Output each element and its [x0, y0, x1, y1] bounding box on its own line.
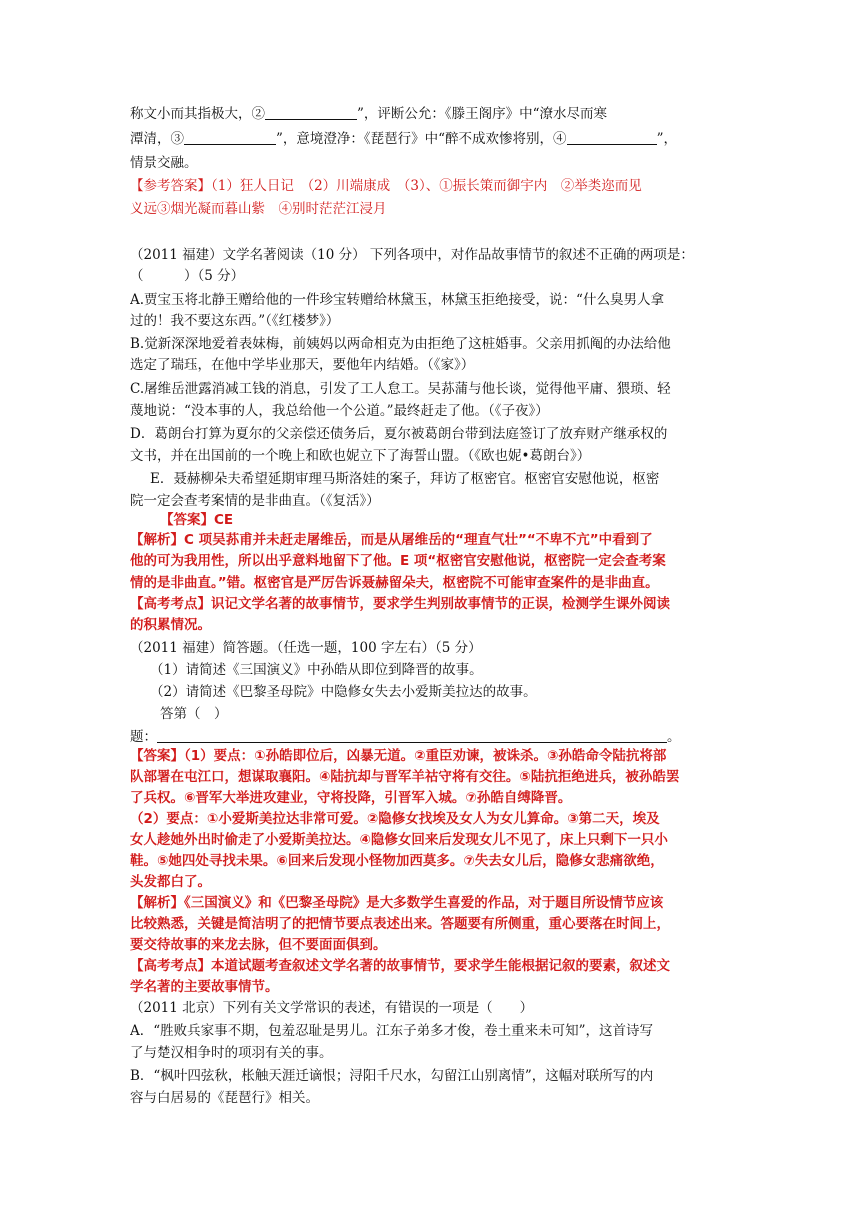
s2-answer: 【答案】CE: [160, 512, 234, 528]
s1-line-1: [130, 104, 730, 124]
s3-sub-1: （1）请简述《三国演义》中孙皓从即位到降晋的故事。: [150, 662, 483, 678]
s4-option-a-1: A．“胜败兵家事不期，包羞忍耻是男儿。江东子弟多才俊，卷土重来未可知”，这首诗写: [130, 1023, 654, 1039]
s1-line-3: 情景交融。: [130, 155, 198, 171]
s2-option-a-1: A.贾宝玉将北静王赠给他的一件珍宝转赠给林黛玉，林黛玉拒绝接受，说：“什么臭男人拿: [130, 292, 664, 308]
text: 潭清，③: [130, 131, 184, 147]
text: 。: [667, 729, 681, 745]
s3-answer-3: 了兵权。⑥晋军大举进攻建业，守将投降，引晋军入城。⑦孙皓自缚降晋。: [130, 790, 572, 806]
s3-answer-7: 头发都白了。: [130, 874, 211, 890]
s1-line-2: [130, 129, 730, 149]
s3-exam-point-2: 学名著的主要故事情节。: [130, 979, 279, 995]
s2-exam-point-1: 【高考考点】识记文学名著的故事情节，要求学生判别故事情节的正误，检测学生课外阅读: [130, 596, 670, 612]
s2-option-d-2: 文书，并在出国前的一个晚上和欧也妮立下了海誓山盟。（《欧也妮•葛朗台》）: [130, 448, 591, 464]
s2-option-b-1: B.觉新深深地爱着表妹梅，前姨妈以两命相克为由拒绝了这桩婚事。父亲用抓阄的办法给他: [130, 336, 671, 352]
s2-option-e-2: 院一定会查考案情的是非曲直。（《复活》）: [130, 493, 380, 509]
s4-option-a-2: 了与楚汉相争时的项羽有关的事。: [130, 1045, 333, 1061]
s4-option-b-2: 容与白居易的《琵琶行》相关。: [130, 1090, 319, 1106]
text: 称文小而其指极大，②: [130, 106, 265, 122]
s3-answer-2: 队部署在屯江口，想谋取襄阳。④陆抗却与晋军羊祜守将有交往。⑤陆抗拒绝进兵，被孙皓罢: [130, 769, 680, 785]
s2-exam-point-2: 的积累情况。: [130, 617, 211, 633]
fill-blank-3: [184, 130, 276, 145]
text: ”，评断公允：《滕王阁序》中“潦水尽而寒: [357, 106, 608, 122]
s3-answer-1: 【答案】（1）要点：①孙皓即位后，凶暴无道。②重臣劝谏，被诛杀。③孙皓命令陆抗将部: [130, 748, 667, 764]
s1-answer-1: 【参考答案】（1）狂人日记 （2）川端康成 （3）、①振长策而御宇内 ②举类迩而见: [130, 178, 642, 194]
s2-option-c-2: 蔑地说：“没本事的人，我总给他一个公道。”最终赶走了他。（《子夜》）: [130, 403, 549, 419]
s4-option-b-1: B．“枫叶四弦秋，枨触天涯迁谪恨；浔阳千尺水，勾留江山别离情”，这幅对联所写的内: [130, 1068, 654, 1084]
s3-analysis-1: 【解析】《三国演义》和《巴黎圣母院》是大多数学生喜爱的作品，对于题目所设情节应该: [130, 895, 664, 911]
text: ”，意境澄净：《琵琶行》中“醉不成欢惨将别，④: [276, 131, 567, 147]
s3-exam-point-1: 【高考考点】本道试题考查叙述文学名著的故事情节，要求学生能根据记叙的要素，叙述文: [130, 958, 670, 974]
text: 题：: [130, 729, 157, 745]
s2-analysis-1: 【解析】C 项吴荪甫并未赶走屠维岳，而是从屠维岳的“理直气壮”“不卑不亢”中看到了: [130, 532, 653, 548]
answer-blank: [157, 728, 667, 743]
s2-option-c-1: C.屠维岳泄露消减工钱的消息，引发了工人怠工。吴荪蒲与他长谈，觉得他平庸、猥琐、轻: [130, 381, 671, 397]
s3-analysis-2: 比较熟悉，关键是简洁明了的把情节要点表述出来。答题要有所侧重，重心要落在时间上，: [130, 916, 670, 932]
s2-question-2: （ ）（5 分）: [130, 268, 245, 284]
s1-answer-2: 义远③烟光凝而暮山紫 ④别时茫茫江浸月: [130, 201, 387, 217]
s3-question: （2011 福建）简答题。（任选一题，100 字左右）（5 分）: [130, 640, 482, 656]
s3-answer-6: 鞋。⑤她四处寻找未果。⑥回来后发现小怪物加西莫多。⑦失去女儿后，隐修女悲痛欲绝，: [130, 853, 664, 869]
s2-question: （2011 福建）文学名著阅读（10 分） 下列各项中，对作品故事情节的叙述不正确的两项是：: [130, 247, 694, 263]
fill-blank-4: [567, 130, 657, 145]
fill-blank-2: [265, 105, 357, 120]
s2-analysis-3: 情的是非曲直。”错。枢密官是严厉告诉聂赫留朵夫，枢密院不可能审查案件的是非曲直。: [130, 575, 659, 591]
s2-option-d-1: D．葛朗台打算为夏尔的父亲偿还债务后，夏尔被葛朗台带到法庭签订了放弃财产继承权的: [130, 426, 668, 442]
s2-option-b-2: 选定了瑞珏，在他中学毕业那天，要他年内结婚。（《家》）: [130, 357, 475, 373]
s3-answer-5: 女人趁她外出时偷走了小爱斯美拉达。④隐修女回来后发现女儿不见了，床上只剩下一只小: [130, 832, 668, 848]
s3-answer-4: （2）要点：①小爱斯美拉达非常可爱。②隐修女找埃及女人为女儿算命。③第二天，埃及: [130, 811, 660, 827]
text: ”，: [656, 131, 677, 147]
s4-question: （2011 北京）下列有关文学常识的表述，有错误的一项是（ ）: [130, 1000, 534, 1016]
s3-sub-2: （2）请简述《巴黎圣母院》中隐修女失去小爱斯美拉达的故事。: [150, 684, 537, 700]
s2-option-a-2: 过的！我不要这东西。”（《红楼梦》）: [130, 313, 340, 329]
s2-analysis-2: 他的可为我用性，所以出乎意料地留下了他。E 项“枢密官安慰他说，枢密院一定会查考案: [130, 553, 666, 569]
s3-answer-choice: 答第（ ）: [160, 706, 228, 722]
s2-option-e-1: E．聂赫柳朵夫希望延期审理马斯洛娃的案子，拜访了枢密官。枢密官安慰他说，枢密: [150, 471, 660, 487]
s3-analysis-3: 要交待故事的来龙去脉，但不要面面俱到。: [130, 937, 387, 953]
s3-answer-line: [130, 727, 730, 747]
